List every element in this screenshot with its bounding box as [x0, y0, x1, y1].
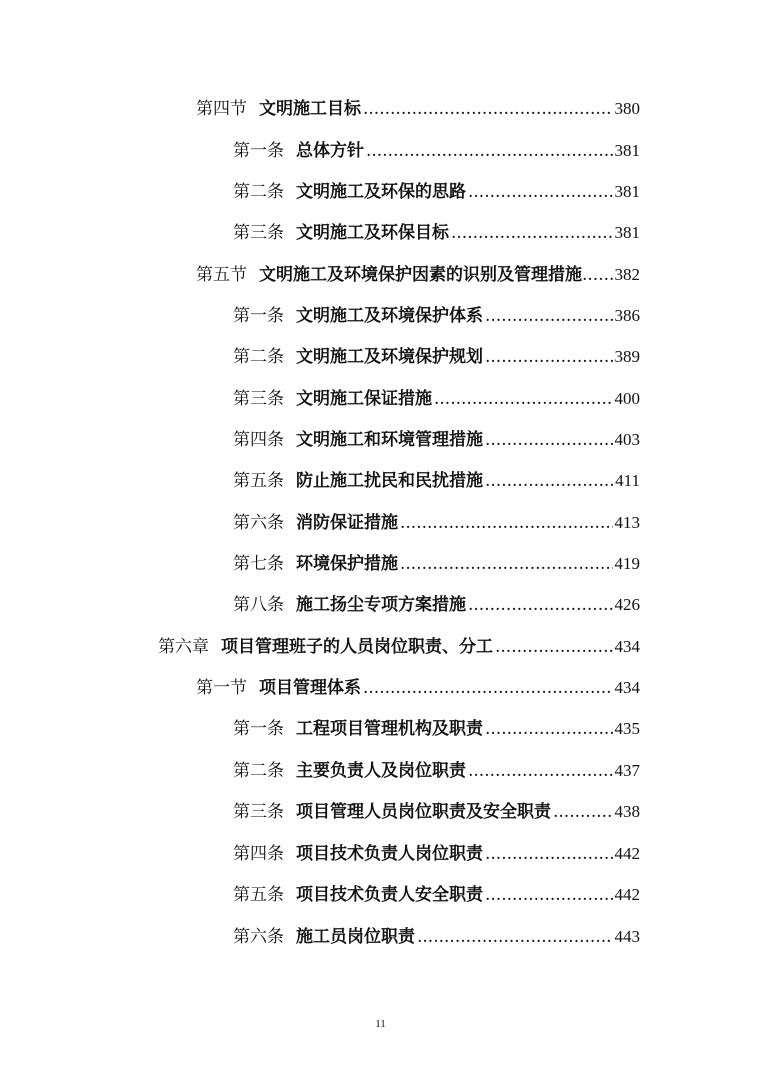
toc-entry-page: 438: [614, 802, 640, 821]
toc-entry-number: 第三条: [233, 223, 284, 243]
toc-leader-dots: [363, 675, 613, 701]
toc-entry-title: 环境保护措施: [296, 554, 398, 574]
toc-leader-dots: [582, 262, 615, 288]
toc-entry-article[interactable]: [233, 758, 640, 784]
toc-entry-page: 442: [614, 844, 640, 863]
toc-entry-article[interactable]: [233, 799, 640, 825]
toc-entry-title: 文明施工保证措施: [296, 389, 432, 409]
toc-entry-title: 文明施工及环保目标: [296, 223, 449, 243]
toc-entry-article[interactable]: [233, 468, 640, 494]
toc-entry-title: 文明施工及环境保护体系: [296, 306, 483, 326]
toc-entry-number: 第八条: [233, 595, 284, 615]
toc-entry-page: 434: [614, 637, 640, 656]
toc-leader-dots: [485, 344, 613, 370]
toc-entry-title: 项目管理人员岗位职责及安全职责: [296, 802, 551, 822]
toc-entry-number: 第三条: [233, 389, 284, 409]
toc-entry-number: 第五条: [233, 471, 284, 491]
toc-leader-dots: [468, 179, 613, 205]
toc-leader-dots: [468, 592, 613, 618]
toc-leader-dots: [485, 303, 613, 329]
toc-entry-title: 工程项目管理机构及职责: [296, 719, 483, 739]
toc-leader-dots: [400, 510, 613, 536]
toc-entry-title: 文明施工目标: [259, 99, 361, 119]
toc-entry-number: 第二条: [233, 761, 284, 781]
toc-entry-title: 施工扬尘专项方案措施: [296, 595, 466, 615]
toc-entry-article[interactable]: [233, 924, 640, 950]
toc-entry-number: 第二条: [233, 182, 284, 202]
toc-entry-article[interactable]: [233, 427, 640, 453]
toc-entry-number: 第五节: [196, 265, 247, 285]
toc-leader-dots: [485, 427, 613, 453]
toc-entry-title: 文明施工及环保的思路: [296, 182, 466, 202]
toc-entry-page: 400: [614, 389, 640, 408]
toc-leader-dots: [400, 551, 613, 577]
toc-leader-dots: [363, 96, 613, 122]
toc-entry-number: 第四节: [196, 99, 247, 119]
toc-entry-number: 第一节: [196, 678, 247, 698]
toc-entry-article[interactable]: [233, 841, 640, 867]
toc-entry-page: 381: [614, 141, 640, 160]
toc-entry-page: 380: [614, 99, 640, 118]
toc-entry-article[interactable]: [233, 303, 640, 329]
toc-entry-title: 项目管理班子的人员岗位职责、分工: [221, 637, 493, 657]
toc-entry-page: 426: [614, 595, 640, 614]
page-number: 11: [375, 1018, 386, 1030]
toc-entry-page: 442: [614, 885, 640, 904]
toc-entry-article[interactable]: [233, 592, 640, 618]
toc-entry-number: 第四条: [233, 430, 284, 450]
toc-entry-number: 第四条: [233, 844, 284, 864]
toc-entry-number: 第六条: [233, 513, 284, 533]
toc-entry-number: 第三条: [233, 802, 284, 822]
toc-leader-dots: [451, 220, 613, 246]
toc-entry-number: 第一条: [233, 306, 284, 326]
toc-entry-section[interactable]: [196, 675, 640, 701]
toc-entry-number: 第六条: [233, 927, 284, 947]
toc-entry-article[interactable]: [233, 510, 640, 536]
toc-entry-article[interactable]: [233, 882, 640, 908]
toc-entry-title: 总体方针: [296, 141, 364, 161]
toc-entry-article[interactable]: [233, 551, 640, 577]
toc-entry-article[interactable]: [233, 179, 640, 205]
toc-entry-title: 项目技术负责人安全职责: [296, 885, 483, 905]
toc-entry-page: 389: [614, 347, 640, 366]
toc-entry-title: 主要负责人及岗位职责: [296, 761, 466, 781]
toc-entry-title: 消防保证措施: [296, 513, 398, 533]
toc-entry-chapter[interactable]: [158, 634, 640, 660]
toc-entry-page: 382: [614, 265, 640, 284]
toc-leader-dots: [468, 758, 613, 784]
toc-entry-article[interactable]: [233, 220, 640, 246]
toc-leader-dots: [553, 799, 613, 825]
toc-entry-page: 443: [614, 927, 640, 946]
toc-entry-number: 第一条: [233, 141, 284, 161]
toc-entry-section[interactable]: [196, 262, 640, 288]
toc-entry-number: 第二条: [233, 347, 284, 367]
toc-entry-article[interactable]: [233, 716, 640, 742]
toc-entry-page: 381: [614, 182, 640, 201]
toc-entry-page: 437: [614, 761, 640, 780]
toc-entry-article[interactable]: [233, 386, 640, 412]
toc-entry-title: 项目管理体系: [259, 678, 361, 698]
toc-leader-dots: [485, 841, 613, 867]
toc-entry-number: 第七条: [233, 554, 284, 574]
toc-entry-title: 施工员岗位职责: [296, 927, 415, 947]
toc-entry-title: 项目技术负责人岗位职责: [296, 844, 483, 864]
toc-entry-page: 386: [614, 306, 640, 325]
toc-entry-section[interactable]: [196, 96, 640, 122]
toc-leader-dots: [485, 716, 613, 742]
toc-leader-dots: [485, 882, 613, 908]
toc-entry-page: 435: [614, 719, 640, 738]
toc-leader-dots: [485, 468, 613, 494]
toc-entry-title: 文明施工及环境保护因素的识别及管理措施: [259, 265, 582, 285]
toc-entry-page: 403: [614, 430, 640, 449]
toc-entry-number: 第一条: [233, 719, 284, 739]
toc-entry-article[interactable]: [233, 138, 640, 164]
toc-entry-title: 文明施工及环境保护规划: [296, 347, 483, 367]
toc-leader-dots: [417, 924, 613, 950]
toc-entry-number: 第六章: [158, 637, 209, 657]
toc-entry-page: 381: [614, 223, 640, 242]
toc-entry-number: 第五条: [233, 885, 284, 905]
toc-leader-dots: [434, 386, 613, 412]
toc-entry-page: 411: [615, 471, 640, 490]
toc-leader-dots: [366, 138, 613, 164]
toc-entry-article[interactable]: [233, 344, 640, 370]
toc-entry-page: 434: [614, 678, 640, 697]
toc-entry-title: 防止施工扰民和民扰措施: [296, 471, 483, 491]
toc-leader-dots: [495, 634, 613, 660]
toc-entry-title: 文明施工和环境管理措施: [296, 430, 483, 450]
toc-entry-page: 419: [614, 554, 640, 573]
toc-entry-page: 413: [614, 513, 640, 532]
